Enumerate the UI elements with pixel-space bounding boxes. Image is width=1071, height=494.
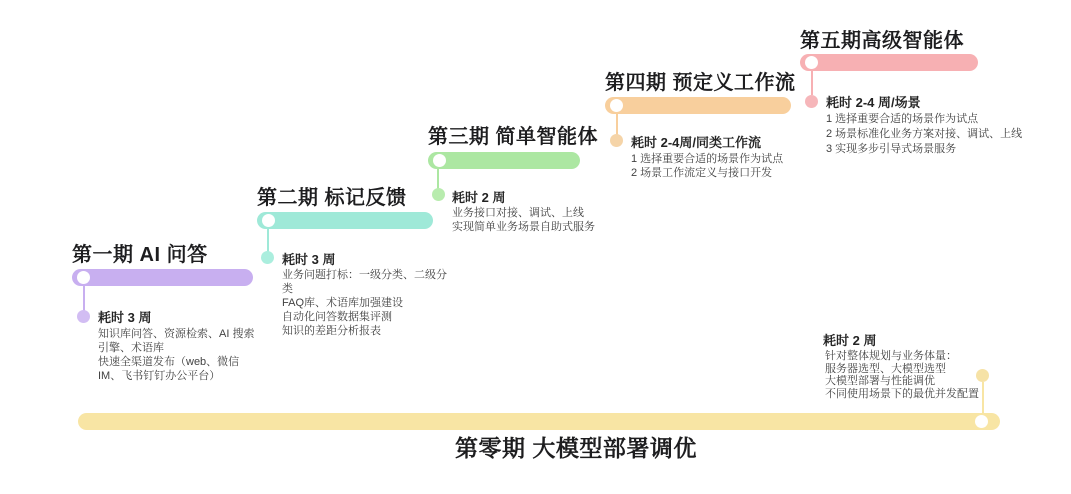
phase-1-bar — [72, 269, 253, 286]
duration-dot — [610, 134, 623, 147]
milestone-circle — [77, 271, 90, 284]
phase-item: 2 场景标准化业务方案对接、调试、上线 — [826, 128, 1023, 140]
phase-5-items — [826, 112, 1071, 157]
phase-item: 业务问题打标：一级分类、二级分类 — [282, 269, 447, 295]
phase-1-items — [98, 327, 261, 383]
phase-item: 快速全渠道发布（web、微信IM、飞书钉钉办公平台） — [98, 356, 240, 382]
phase-0-duration: 耗时 2 周 — [823, 333, 877, 348]
connector-line — [83, 286, 85, 311]
phase-4-duration: 耗时 2-4周/同类工作流 — [631, 135, 762, 150]
phase-item: 1 选择重要合适的场景作为试点 — [826, 113, 979, 125]
phase-item: 业务接口对接、调试、上线 — [452, 207, 584, 219]
phase-item: 3 实现多步引导式场景服务 — [826, 143, 957, 155]
phase-5-title: 第五期高级智能体 — [800, 30, 964, 52]
connector-line — [437, 169, 439, 189]
milestone-circle — [975, 415, 988, 428]
phase-4-title: 第四期 预定义工作流 — [605, 72, 796, 94]
phase-1-title: 第一期 AI 问答 — [72, 244, 208, 266]
connector-line — [267, 229, 269, 252]
phase-2-duration: 耗时 3 周 — [282, 252, 336, 267]
phase-item: 2 场景工作流定义与接口开发 — [631, 167, 773, 179]
phase-item: FAQ库、术语库加强建设 — [282, 297, 404, 309]
duration-dot — [976, 369, 989, 382]
phase-2-bar — [257, 212, 433, 229]
milestone-circle — [262, 214, 275, 227]
phase-2-items — [282, 268, 456, 338]
phase-item: 1 选择重要合适的场景作为试点 — [631, 153, 784, 165]
phase-3-duration: 耗时 2 周 — [452, 190, 506, 205]
phase-item: 自动化问答数据集评测 — [282, 311, 392, 323]
connector-line — [982, 382, 984, 413]
phase-item: 不同使用场景下的最优并发配置 — [825, 387, 979, 400]
phase-3-items — [452, 206, 672, 234]
phase-item: 知识的差距分析报表 — [282, 325, 381, 337]
duration-dot — [77, 310, 90, 323]
phase-3-title: 第三期 简单智能体 — [428, 126, 599, 148]
duration-dot — [261, 251, 274, 264]
phase-item: 实现简单业务场景自助式服务 — [452, 221, 595, 233]
phase-0-bar — [78, 413, 1000, 430]
phase-5-bar — [800, 54, 978, 71]
phase-item: 针对整体规划与业务体量： — [825, 350, 957, 362]
connector-line — [616, 114, 618, 135]
phase-3-bar — [428, 152, 580, 169]
milestone-circle — [610, 99, 623, 112]
phase-1-duration: 耗时 3 周 — [98, 310, 152, 325]
phase-item: 知识库问答、资源检索、AI 搜索引擎、术语库 — [98, 328, 255, 354]
phase-2-title: 第二期 标记反馈 — [257, 187, 407, 209]
phase-5-duration: 耗时 2-4 周/场景 — [826, 95, 921, 110]
duration-dot — [805, 95, 818, 108]
phase-0-items — [825, 350, 1045, 400]
milestone-circle — [433, 154, 446, 167]
phase-item: 服务器选型、大模型选型 — [825, 362, 946, 375]
milestone-circle — [805, 56, 818, 69]
duration-dot — [432, 188, 445, 201]
phase-4-bar — [605, 97, 791, 114]
phase-0-title: 第零期 大模型部署调优 — [455, 435, 697, 461]
phase-item: 大模型部署与性能调优 — [825, 375, 935, 387]
connector-line — [811, 71, 813, 95]
